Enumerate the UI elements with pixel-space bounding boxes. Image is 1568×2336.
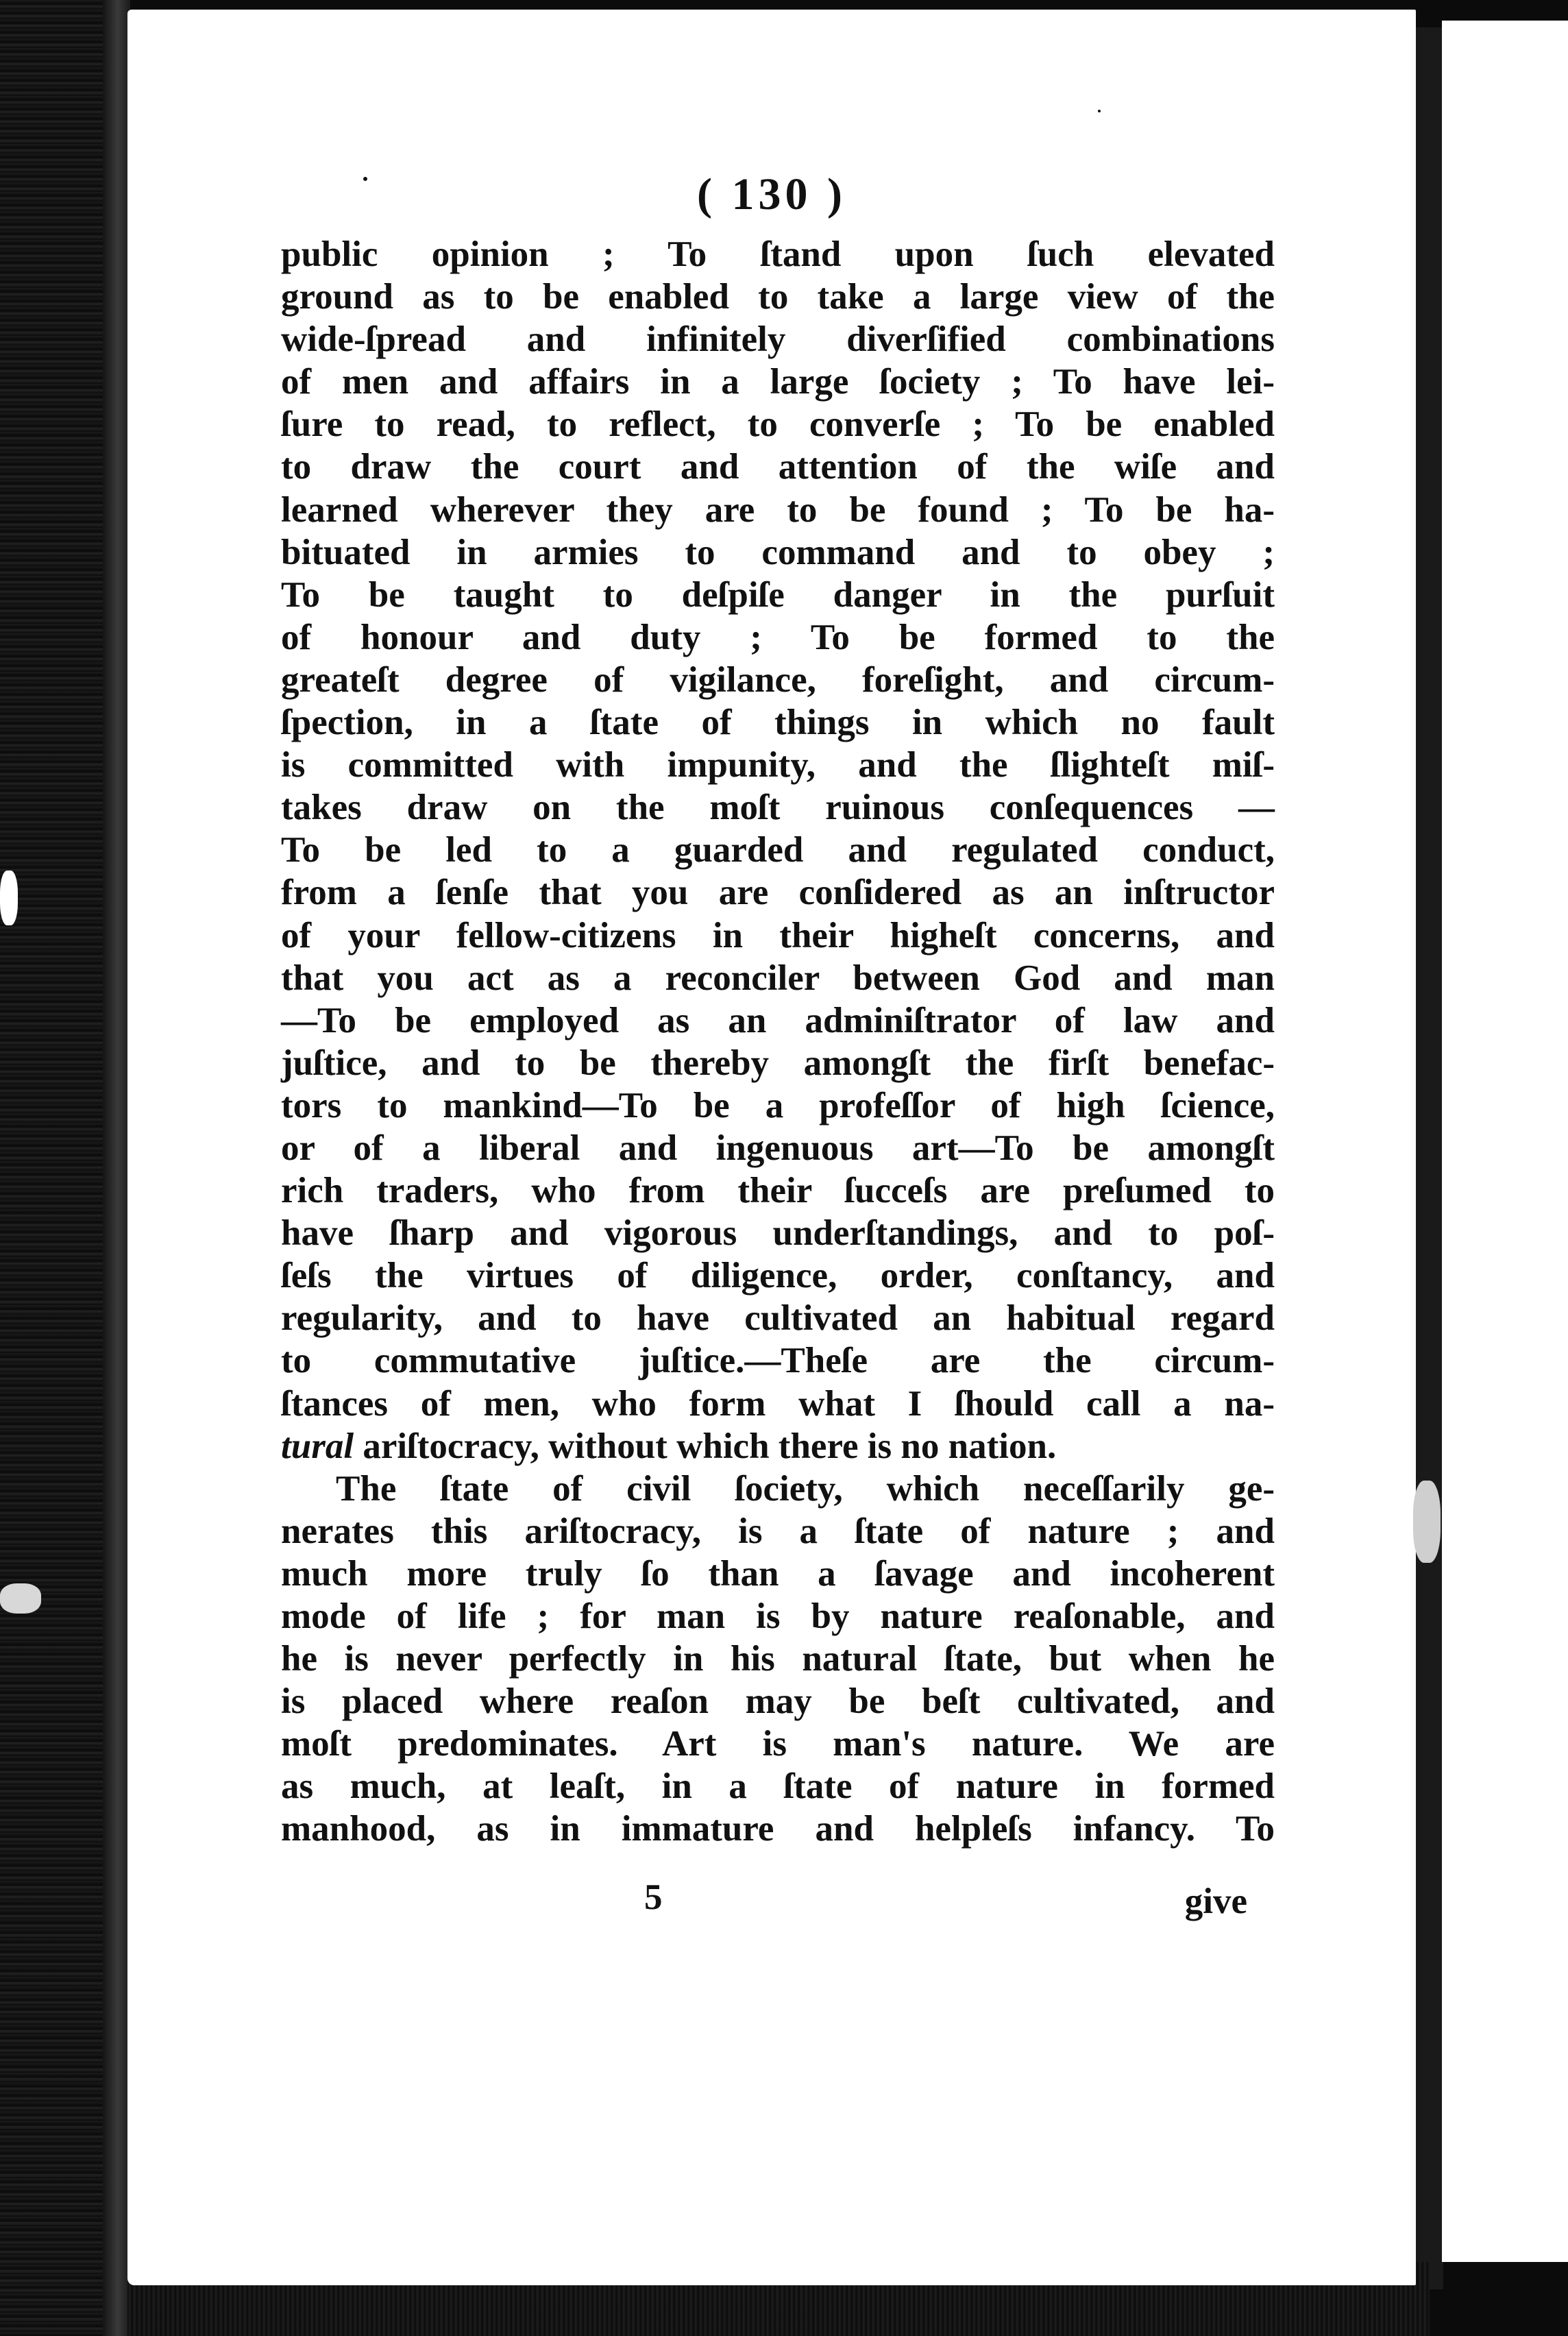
ink-speck: [363, 177, 367, 181]
text-line: is placed where reaſon may be beſt cultivated, and: [281, 1681, 1275, 1722]
page-damage-mark: [0, 1583, 41, 1614]
text-line: To be led to a guarded and regulated conduct,: [281, 830, 1275, 871]
page-damage-mark: [0, 871, 18, 925]
paragraph-first-line: The ſtate of civil ſociety, which neceſſarily ge-: [336, 1468, 1275, 1509]
text-line: ſeſs the virtues of diligence, order, conſtancy, and: [281, 1256, 1275, 1296]
text-line: of honour and duty ; To be formed to the: [281, 617, 1275, 657]
text-line: he is never perfectly in his natural ſtate, but when he: [281, 1639, 1275, 1679]
text-line: moſt predominates. Art is man's nature. We are: [281, 1724, 1275, 1764]
text-line: learned wherever they are to be found ; To be ha-: [281, 489, 1275, 530]
text-line-rest: ariſtocracy, without which there is no nation.: [354, 1426, 1057, 1466]
catchword: give: [1184, 1882, 1247, 1921]
text-line: regularity, and to have cultivated an habitual regard: [281, 1298, 1275, 1339]
ink-speck: [1098, 110, 1101, 112]
text-line: public opinion ; To ſtand upon ſuch elevated: [281, 234, 1275, 274]
binding-edge: [103, 0, 130, 2336]
text-line: mode of life ; for man is by nature reaſonable, and: [281, 1596, 1275, 1636]
body-text: [281, 233, 1275, 1851]
page-damage-mark: [1413, 1481, 1441, 1563]
text-line: or of a liberal and ingenuous art—To be amongſt: [281, 1128, 1275, 1168]
text-line: nerates this ariſtocracy, is a ſtate of nature ; and: [281, 1511, 1275, 1551]
text-line: manhood, as in immature and helpleſs infancy. To: [281, 1809, 1275, 1849]
text-line: To be taught to deſpiſe danger in the purſuit: [281, 574, 1275, 615]
text-line: to commutative juſtice.—Theſe are the circum-: [281, 1341, 1275, 1381]
text-line: tors to mankind—To be a profeſſor of high ſcience,: [281, 1085, 1275, 1126]
page-number: ( 130 ): [697, 169, 846, 219]
text-line: of men and affairs in a large ſociety ; To have lei-: [281, 362, 1275, 402]
text-line: as much, at leaſt, in a ſtate of nature in formed: [281, 1766, 1275, 1807]
text-line: —To be employed as an adminiſtrator of law and: [281, 1000, 1275, 1041]
italic-word: tural: [281, 1426, 354, 1466]
text-line: from a ſenſe that you are conſidered as an inſtructor: [281, 873, 1275, 913]
book-binding: [0, 0, 117, 2336]
text-line: greateſt degree of vigilance, foreſight, and circum-: [281, 659, 1275, 700]
text-line: wide-ſpread and infinitely diverſified combinations: [281, 319, 1275, 360]
text-line: to draw the court and attention of the wiſe and: [281, 447, 1275, 487]
text-line: that you act as a reconciler between God and man: [281, 958, 1275, 998]
text-line: ſpection, in a ſtate of things in which no fault: [281, 703, 1275, 743]
text-line: ſure to read, to reflect, to converſe ; To be enabled: [281, 404, 1275, 445]
text-line: takes draw on the moſt ruinous conſequences —: [281, 788, 1275, 828]
text-line: ſtances of men, who form what I ſhould call a na-: [281, 1383, 1275, 1424]
text-line: much more truly ſo than a ſavage and incoherent: [281, 1553, 1275, 1594]
text-line: of your fellow-citizens in their higheſt concerns, and: [281, 915, 1275, 956]
page-footer: [281, 1877, 1247, 1932]
facing-page-edge: [1442, 21, 1568, 2262]
text-line: bituated in armies to command and to obey ;: [281, 532, 1275, 572]
page-gutter: [1416, 27, 1443, 2289]
text-line: have ſharp and vigorous underſtandings, and to poſ-: [281, 1213, 1275, 1254]
text-line: [281, 1425, 1275, 1468]
text-line: is committed with impunity, and the ſlighteſt miſ-: [281, 745, 1275, 786]
text-line: ground as to be enabled to take a large view of the: [281, 277, 1275, 317]
signature-mark: 5: [644, 1877, 663, 1917]
text-line: juſtice, and to be thereby amongſt the firſt benefac-: [281, 1043, 1275, 1083]
text-line: rich traders, who from their ſucceſs are preſumed to: [281, 1171, 1275, 1211]
